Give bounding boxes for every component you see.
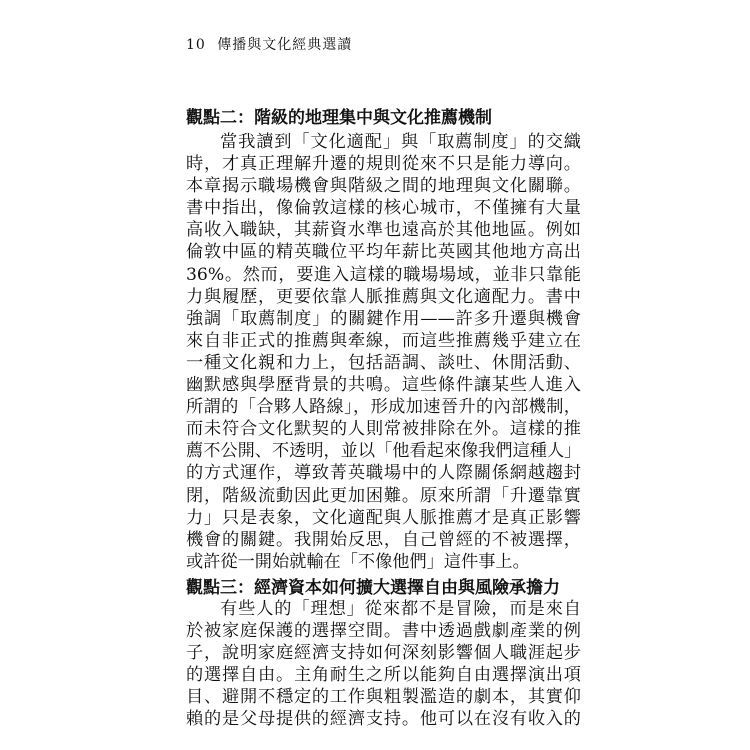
text-line: 閉，階級流動因此更加困難。原來所謂「升遷靠實 (186, 485, 581, 506)
text-line: 時，才真正理解升遷的規則從來不只是能力導向。 (186, 154, 581, 175)
text-line: 力」只是表象，文化適配與人脈推薦才是真正影響 (186, 507, 581, 528)
paragraph-viewpoint-3 (186, 598, 581, 731)
text-line: 所謂的「合夥人路線」，形成加速晉升的內部機制， (186, 397, 581, 418)
text-line: 36%。然而，要進入這樣的職場場域，並非只靠能 (186, 264, 581, 285)
text-line: 力與履歷，更要依靠人脈推薦與文化適配力。書中 (186, 286, 581, 307)
text-line: 子，說明家庭經濟支持如何深刻影響個人職涯起步 (186, 643, 581, 664)
text-line: 賴的是父母提供的經濟支持。他可以在沒有收入的 (186, 709, 581, 730)
text-line: 一種文化親和力上，包括語調、談吐、休閒活動、 (186, 352, 581, 373)
text-line: 的選擇自由。主角耐生之所以能夠自由選擇演出項 (186, 665, 581, 686)
text-line: 的方式運作，導致菁英職場中的人際關係網越趨封 (186, 463, 581, 484)
text-line: 來自非正式的推薦與牽線，而這些推薦幾乎建立在 (186, 330, 581, 351)
section-heading-viewpoint-3: 觀點三：經濟資本如何擴大選擇自由與風險承擔力 (186, 578, 560, 598)
text-line: 目、避開不穩定的工作與粗製濫造的劇本，其實仰 (186, 687, 581, 708)
text-line: 幽默感與學歷背景的共鳴。這些條件讓某些人進入 (186, 375, 581, 396)
text-line: 高收入職缺，其薪資水準也遠高於其他地區。例如 (186, 220, 581, 241)
text-line: 薦不公開、不透明，並以「他看起來像我們這種人」 (186, 441, 581, 462)
running-head (186, 34, 352, 54)
text-line: 或許從一開始就輸在「不像他們」這件事上。 (186, 551, 530, 572)
text-line: 強調「取薦制度」的關鍵作用——許多升遷與機會 (186, 308, 581, 329)
text-line: 而未符合文化默契的人則常被排除在外。這樣的推 (186, 419, 581, 440)
section-heading-viewpoint-2: 觀點二：階級的地理集中與文化推薦機制 (186, 108, 492, 128)
text-line: 倫敦中區的精英職位平均年薪比英國其他地方高出 (186, 242, 581, 263)
page-number: 10 (186, 37, 206, 53)
text-line: 於被家庭保護的選擇空間。書中透過戲劇產業的例 (186, 621, 581, 642)
text-line: 機會的關鍵。我開始反思，自己曾經的不被選擇， (186, 529, 581, 550)
text-line: 本章揭示職場機會與階級之間的地理與文化關聯。 (186, 176, 581, 197)
book-title: 傳播與文化經典選讀 (217, 37, 353, 53)
paragraph-viewpoint-2 (186, 131, 581, 573)
text-line: 有些人的「理想」從來都不是冒險，而是來自 (220, 599, 581, 619)
text-line: 書中指出，像倫敦這樣的核心城市，不僅擁有大量 (186, 198, 581, 219)
text-line: 當我讀到「文化適配」與「取薦制度」的交織 (220, 132, 581, 152)
